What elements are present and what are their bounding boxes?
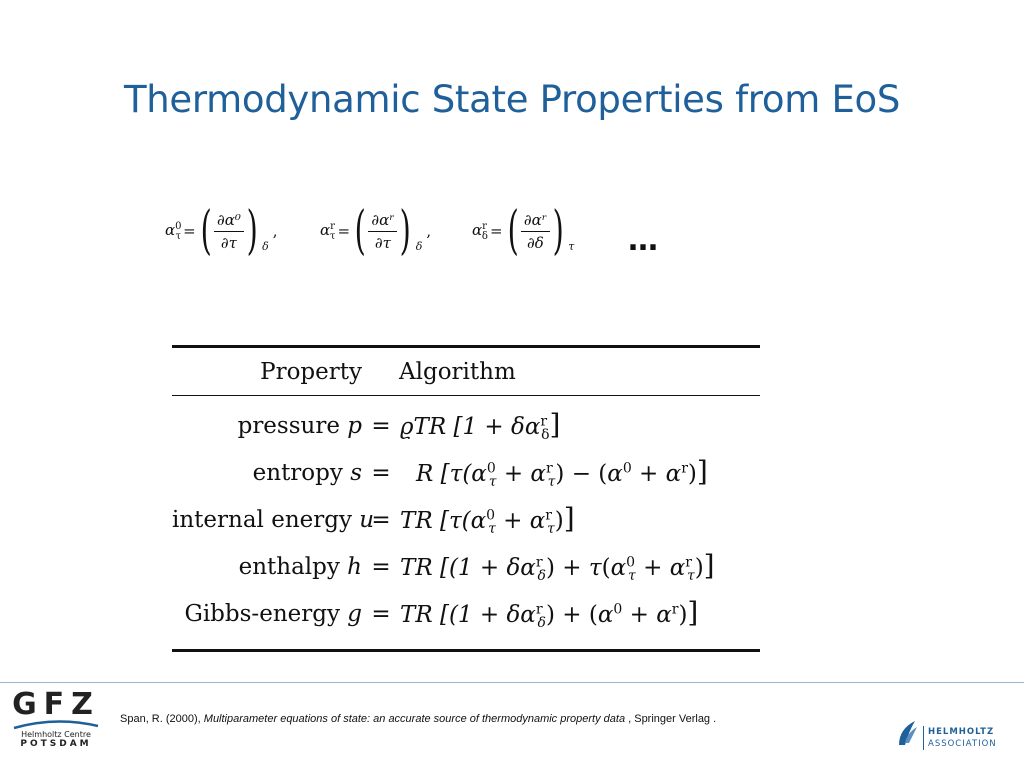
lhs-sub: τ xyxy=(329,230,336,242)
algorithm-formula: TR $[(1 + \delta\alpha^r_\delta) + (\alpha^0 + \alpha^r)]$ xyxy=(400,595,699,632)
lhs-sup: r xyxy=(330,220,335,232)
gfz-centre-label: Helmholtz Centre xyxy=(21,730,91,739)
property-symbol: p xyxy=(347,412,362,439)
helmholtz-line1: HELMHOLTZ xyxy=(928,727,995,737)
helmholtz-leaf-icon xyxy=(895,719,921,749)
lhs-symbol: α xyxy=(165,220,176,239)
property-table xyxy=(172,345,760,652)
table-bottom-rule xyxy=(172,649,760,652)
lhs-sub: δ xyxy=(481,230,488,242)
property-symbol: u xyxy=(359,506,375,533)
table-row-pressure xyxy=(172,402,760,449)
lhs-sub: τ xyxy=(175,230,182,242)
property-name: pressure xyxy=(237,412,340,439)
lhs-sup: r xyxy=(482,220,487,232)
equals-sign: = xyxy=(371,459,391,486)
fraction: $\frac{\text{∂αʳ}}{\partial\tau}$ xyxy=(368,211,397,252)
header-property: Property xyxy=(260,358,362,385)
equals-sign: = xyxy=(371,506,391,533)
held-constant: δ xyxy=(415,240,423,253)
algorithm-formula: TR $[\tau(\alpha^0_\tau + \alpha^r_\tau)]$ xyxy=(400,501,575,538)
table-row-entropy xyxy=(172,449,760,496)
table-row-gibbs-energy xyxy=(172,590,760,637)
ellipsis: … xyxy=(628,223,659,258)
property-name: internal energy xyxy=(172,506,352,533)
held-constant: δ xyxy=(262,240,269,253)
algorithm-formula: ϱTR $[1 + \delta\alpha^r_\delta]$ xyxy=(400,407,561,444)
lhs-sup: 0 xyxy=(175,220,182,232)
table-header xyxy=(172,348,760,395)
algorithm-formula: R $[\tau(\alpha^0_\tau + \alpha^r_\tau) - (\alpha^0 + \alpha^r)]$ xyxy=(416,454,708,491)
helmholtz-line2: ASSOCIATION xyxy=(928,739,997,749)
table-row-enthalpy xyxy=(172,543,760,590)
lhs-symbol: α xyxy=(472,220,483,239)
definition-alphar-tau: $\alpha^r_\tau$ = ( $\frac{\text{∂αʳ}}{\partial\tau}$ ) δ , xyxy=(320,201,432,261)
fraction: $\frac{\text{∂αʳ}}{\partial\delta}$ xyxy=(521,211,550,252)
citation xyxy=(120,713,716,725)
definition-alphar-delta: $\alpha^r_\delta$ = ( $\frac{\text{∂αʳ}}{\partial\delta}$ ) τ xyxy=(472,201,575,261)
citation-author: Span, R. (2000), xyxy=(120,713,204,725)
property-symbol: g xyxy=(347,600,362,627)
citation-publisher: , Springer Verlag . xyxy=(625,713,717,725)
equals-sign: = xyxy=(371,553,391,580)
header-algorithm: Algorithm xyxy=(399,358,516,385)
footer-divider xyxy=(0,682,1024,683)
definition-alpha0-tau: $\alpha^0_\tau$ = ( $\frac{\text{∂α⁰}}{\partial\tau}$ ) δ , xyxy=(165,201,278,261)
property-symbol: s xyxy=(350,459,362,486)
gfz-city-label: POTSDAM xyxy=(20,739,92,749)
slide-title: Thermodynamic State Properties from EoS xyxy=(123,78,901,121)
equals-sign: = xyxy=(371,412,391,439)
property-symbol: h xyxy=(347,553,362,580)
gfz-logo-letters: GFZ xyxy=(12,687,100,722)
algorithm-formula: TR $[(1 + \delta\alpha^r_\delta) + \tau(\alpha^0_\tau + \alpha^r_\tau)]$ xyxy=(400,548,715,585)
property-name: enthalpy xyxy=(238,553,340,580)
gfz-logo xyxy=(10,687,102,760)
citation-title: Multiparameter equations of state: an accurate source of thermodynamic property data xyxy=(203,713,626,725)
lhs-symbol: α xyxy=(320,220,331,239)
table-row-internal-energy xyxy=(172,496,760,543)
property-name: Gibbs-energy xyxy=(184,600,340,627)
derivative-definitions xyxy=(165,201,685,275)
helmholtz-logo xyxy=(895,717,1015,757)
property-name: entropy xyxy=(252,459,343,486)
fraction: $\frac{\text{∂α⁰}}{\partial\tau}$ xyxy=(214,211,244,252)
held-constant: τ xyxy=(568,240,575,253)
equals-sign: = xyxy=(371,600,391,627)
